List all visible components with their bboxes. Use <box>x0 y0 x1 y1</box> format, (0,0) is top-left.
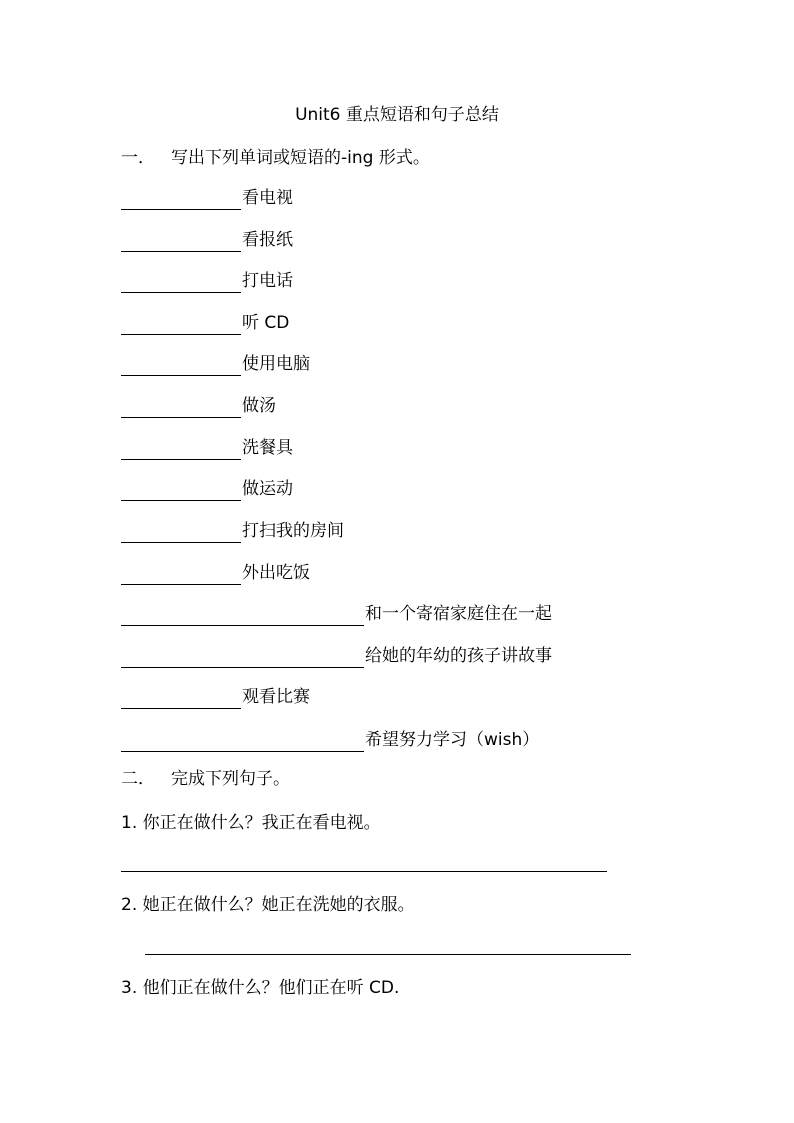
page-title: Unit6 重点短语和句子总结 <box>295 105 499 125</box>
phrase-row-7 <box>121 436 293 460</box>
answer-blank[interactable] <box>121 689 241 709</box>
answer-blank[interactable] <box>121 273 241 293</box>
phrase-row-14 <box>121 728 539 752</box>
answer-blank[interactable] <box>121 356 241 376</box>
phrase-label: 看报纸 <box>242 230 293 250</box>
phrase-label: 希望努力学习（wish） <box>365 730 540 750</box>
section-2-instruction: 完成下列句子。 <box>171 769 290 789</box>
answer-blank[interactable] <box>121 648 364 668</box>
sentence-1: 1. 你正在做什么？我正在看电视。 <box>121 813 381 833</box>
phrase-row-12 <box>121 644 552 668</box>
phrase-row-10 <box>121 561 310 585</box>
sentence-1-answer-line[interactable] <box>121 871 607 872</box>
phrase-row-9 <box>121 519 344 543</box>
phrase-row-3 <box>121 269 293 293</box>
sentence-3: 3. 他们正在做什么？他们正在听 CD. <box>121 978 400 998</box>
phrase-row-2 <box>121 228 293 252</box>
phrase-label: 使用电脑 <box>242 354 310 374</box>
sentence-2-answer-line[interactable] <box>145 954 631 955</box>
answer-blank[interactable] <box>121 232 241 252</box>
phrase-label: 看电视 <box>242 188 293 208</box>
phrase-label: 打扫我的房间 <box>242 521 344 541</box>
phrase-label: 打电话 <box>242 271 293 291</box>
phrase-label: 观看比赛 <box>242 687 310 707</box>
phrase-row-8 <box>121 477 293 501</box>
section-2-number: 二． <box>121 769 155 789</box>
phrase-label: 洗餐具 <box>242 438 293 458</box>
answer-blank[interactable] <box>121 523 241 543</box>
phrase-label: 外出吃饭 <box>242 563 310 583</box>
answer-blank[interactable] <box>121 315 241 335</box>
section-1-heading <box>121 146 430 170</box>
answer-blank[interactable] <box>121 190 241 210</box>
phrase-row-1 <box>121 186 293 210</box>
section-1-instruction: 写出下列单词或短语的-ing 形式。 <box>171 148 430 168</box>
phrase-label: 听 CD <box>242 313 290 333</box>
phrase-row-5 <box>121 352 310 376</box>
phrase-label: 和一个寄宿家庭住在一起 <box>365 604 552 624</box>
section-2-heading <box>121 767 290 791</box>
sentence-2: 2. 她正在做什么？她正在洗她的衣服。 <box>121 895 415 915</box>
phrase-row-4 <box>121 311 289 335</box>
phrase-label: 做运动 <box>242 479 293 499</box>
answer-blank[interactable] <box>121 732 364 752</box>
phrase-row-6 <box>121 394 276 418</box>
answer-blank[interactable] <box>121 606 364 626</box>
answer-blank[interactable] <box>121 398 241 418</box>
section-1-number: 一． <box>121 148 155 168</box>
answer-blank[interactable] <box>121 481 241 501</box>
phrase-row-13 <box>121 685 310 709</box>
answer-blank[interactable] <box>121 565 241 585</box>
answer-blank[interactable] <box>121 440 241 460</box>
phrase-row-11 <box>121 602 552 626</box>
phrase-label: 做汤 <box>242 396 276 416</box>
phrase-label: 给她的年幼的孩子讲故事 <box>365 646 552 666</box>
